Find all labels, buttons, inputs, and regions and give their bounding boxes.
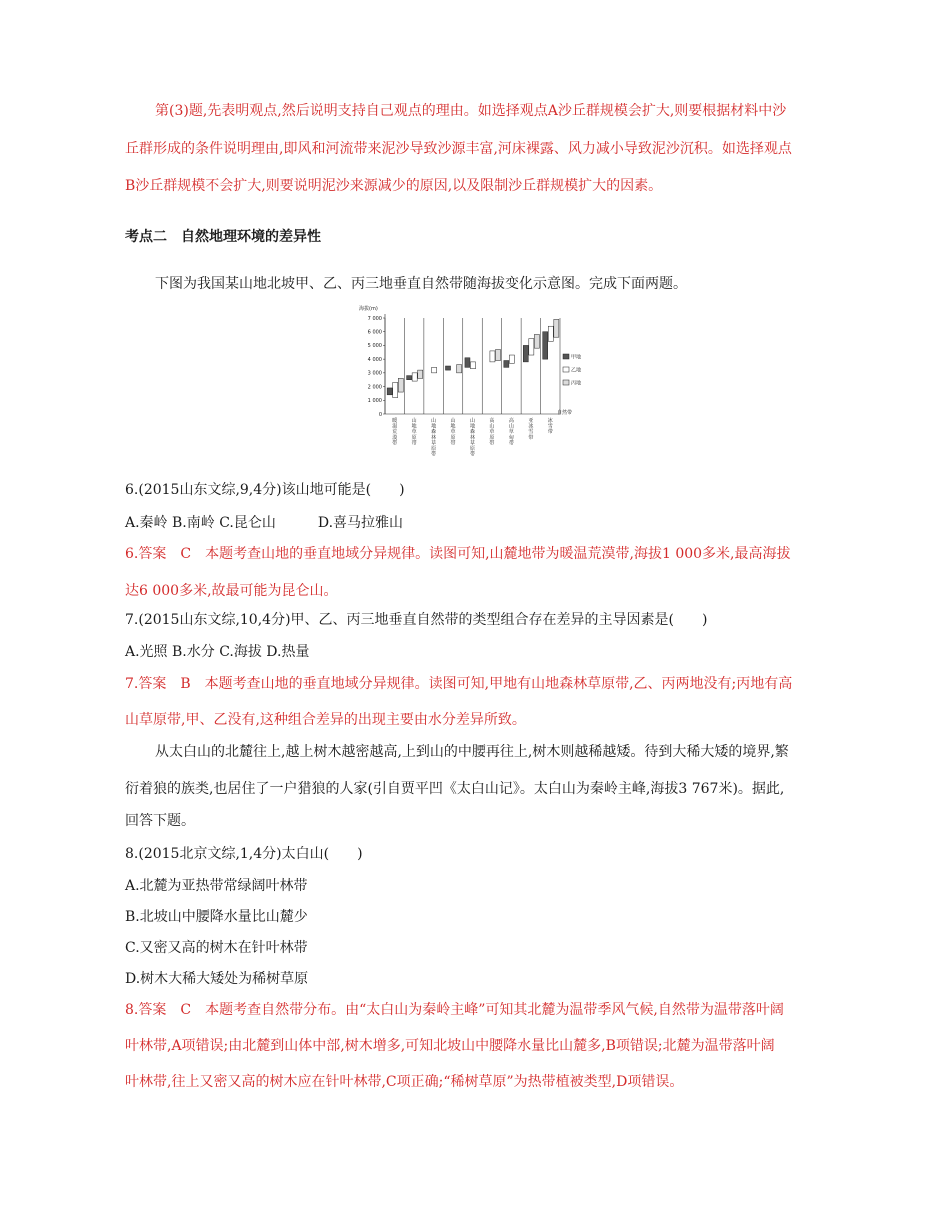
text-line: 丘群形成的条件说明理由,即风和河流带来泥沙导致沙源丰富,河床裸露、风力减小导致泥沙沉积。如选择观点 (125, 141, 792, 157)
x-tick-label: 原 (469, 446, 476, 452)
answer-6-line: 6.答案 C 本题考查山地的垂直地域分异规律。读图可知,山麓地带为暖温荒漠带,海拔1 000多米,最高海拔 (125, 546, 791, 562)
range-bar (387, 388, 392, 395)
y-tick-label: 4 000 (367, 356, 382, 363)
question-6: 6.(2015山东文综,9,4分)该山地可能是( ) (125, 482, 405, 498)
range-bar (554, 319, 559, 337)
x-tick-label: 带 (392, 440, 398, 447)
legend-swatch (563, 380, 569, 385)
x-tick-label: 带 (489, 440, 495, 447)
x-tick-label: 森 (431, 429, 437, 436)
chart-legend (563, 353, 581, 386)
y-tick-label: 6 000 (367, 329, 382, 336)
range-bar (457, 365, 462, 373)
range-bar (393, 382, 398, 397)
range-bar (398, 378, 403, 392)
x-axis-label: 自然带 (557, 410, 573, 416)
x-tick-label: 漠 (392, 434, 398, 441)
x-tick-label: 山 (508, 423, 514, 430)
legend-label: 丙地 (571, 380, 582, 387)
legend-swatch (563, 354, 569, 359)
question-6-options: A.秦岭 B.南岭 C.昆仑山 D.喜马拉雅山 (125, 515, 404, 531)
x-tick-label: 高 (508, 418, 514, 424)
x-tick-label: 带 (469, 451, 476, 458)
x-tick-label: 带 (508, 440, 514, 447)
x-tick-label: 林 (431, 434, 437, 441)
section-heading: 考点二 自然地理环境的差异性 (125, 229, 321, 245)
range-bar (543, 332, 548, 359)
range-bar (490, 351, 495, 362)
x-tick-label: 山 (431, 418, 437, 424)
question-8-option: C.又密又高的树木在针叶林带 (125, 940, 308, 956)
range-bar (534, 334, 539, 348)
question-7-options: A.光照 B.水分 C.海拔 D.热量 (125, 644, 310, 660)
answer-8-line: 叶林带,A项错误;由北麓到山体中部,树木增多,可知北坡山中腰降水量比山麓多,B项错误;北麓为温带落叶阔 (125, 1038, 775, 1054)
x-tick-label: 地 (431, 423, 437, 430)
x-tick-label: 地 (411, 423, 417, 430)
passage-line: 衍着狼的族类,也居住了一户猎狼的人家(引自贾平凹《太白山记》。太白山为秦岭主峰,海拔3 767米)。据此, (125, 781, 785, 797)
x-tick-label: 山 (489, 423, 495, 430)
x-tick-label: 草 (489, 429, 495, 436)
range-bar (504, 361, 509, 368)
answer-8-line: 叶林带,往上又密又高的树木应在针叶林带,C项正确;“稀树草原”为热带植被类型,D项错误。 (125, 1074, 684, 1090)
range-bar (465, 358, 470, 368)
x-tick-label: 甸 (508, 434, 514, 441)
range-bar (445, 366, 450, 370)
x-tick-label: 林 (469, 434, 476, 441)
x-tick-label: 带 (547, 429, 553, 436)
question-8-option: D.树木大稀大矮处为稀树草原 (125, 971, 309, 987)
question-8-option: B.北坡山中腰降水量比山麓少 (125, 909, 308, 925)
question-7: 7.(2015山东文综,10,4分)甲、乙、丙三地垂直自然带的类型组合存在差异的主导因素是( ) (125, 612, 708, 628)
x-tick-label: 原 (450, 434, 456, 441)
x-tick-label: 原 (431, 446, 437, 452)
x-tick-label: 亚 (528, 418, 534, 424)
x-tick-label: 原 (489, 434, 495, 441)
x-tick-label: 温 (392, 423, 398, 430)
x-tick-label: 带 (528, 434, 534, 441)
x-tick-label: 森 (469, 429, 476, 436)
x-tick-label: 草 (508, 429, 514, 436)
y-tick-label: 1 000 (367, 398, 382, 405)
x-tick-label: 雪 (528, 429, 534, 436)
range-bar (412, 373, 417, 381)
question-intro: 下图为我国某山地北坡甲、乙、丙三地垂直自然带随海拔变化示意图。完成下面两题。 (155, 276, 687, 292)
answer-7-line: 7.答案 B 本题考查山地的垂直地域分异规律。读图可知,甲地有山地森林草原带,乙、丙两地没有;丙地有高 (125, 676, 793, 692)
x-tick-label: 高 (489, 418, 495, 424)
range-bar (523, 345, 528, 361)
x-tick-label: 草 (431, 440, 437, 447)
x-tick-label: 山 (469, 418, 476, 424)
question-8: 8.(2015北京文综,1,4分)太白山( ) (125, 846, 363, 862)
answer-6-line: 达6 000多米,故最可能为昆仑山。 (125, 583, 338, 599)
y-tick-label: 5 000 (367, 343, 382, 350)
range-bar (509, 355, 514, 363)
x-tick-label: 地 (450, 423, 456, 430)
passage-line: 回答下题。 (125, 813, 195, 829)
x-tick-label: 山 (450, 418, 456, 424)
x-tick-label: 草 (450, 429, 456, 436)
x-tick-label: 草 (411, 429, 417, 436)
legend-label: 甲地 (571, 354, 582, 361)
range-bar (529, 339, 534, 355)
x-tick-label: 荒 (392, 429, 398, 436)
range-bar (432, 367, 437, 372)
x-tick-label: 雪 (547, 423, 553, 430)
x-tick-label: 原 (411, 434, 417, 441)
question-8-option: A.北麓为亚热带常绿阔叶林带 (125, 878, 308, 894)
x-tick-label: 地 (469, 423, 476, 430)
range-bar (495, 350, 500, 361)
answer-8-line: 8.答案 C 本题考查自然带分布。由“太白山为秦岭主峰”可知其北麓为温带季风气候,自然带为温带落叶阔 (125, 1002, 784, 1018)
y-tick-label: 3 000 (367, 370, 382, 377)
range-bar (548, 326, 553, 341)
y-tick-label: 7 000 (367, 315, 382, 322)
text-line: 第(3)题,先表明观点,然后说明支持自己观点的理由。如选择观点A沙丘群规模会扩大,则要根据材料中沙 (155, 103, 787, 119)
x-tick-label: 带 (431, 451, 437, 458)
x-tick-label: 带 (411, 440, 417, 447)
legend-label: 乙地 (571, 367, 582, 374)
range-bar (418, 370, 423, 378)
x-tick-label: 暖 (392, 418, 398, 424)
legend-swatch (563, 367, 569, 372)
y-axis-label: 海拔(m) (359, 306, 378, 312)
x-tick-label: 带 (450, 440, 456, 447)
x-tick-label: 草 (469, 440, 476, 447)
text-line: B沙丘群规模不会扩大,则要说明泥沙来源减少的原因,以及限制沙丘群规模扩大的因素。 (125, 178, 663, 194)
y-tick-label: 2 000 (367, 384, 382, 391)
x-tick-label: 冰 (547, 418, 553, 424)
x-tick-label: 冰 (528, 423, 534, 430)
range-bar (470, 362, 475, 369)
y-tick-label: 0 (378, 411, 382, 418)
answer-7-line: 山草原带,甲、乙没有,这种组合差异的出现主要由水分差异所致。 (125, 712, 526, 728)
altitude-zone-chart (355, 302, 590, 470)
x-tick-label: 山 (411, 418, 417, 424)
passage-line: 从太白山的北麓往上,越上树木越密越高,上到山的中腰再往上,树木则越稀越矮。待到大稀大矮的境界,繁 (155, 744, 789, 760)
range-bar (407, 376, 412, 380)
